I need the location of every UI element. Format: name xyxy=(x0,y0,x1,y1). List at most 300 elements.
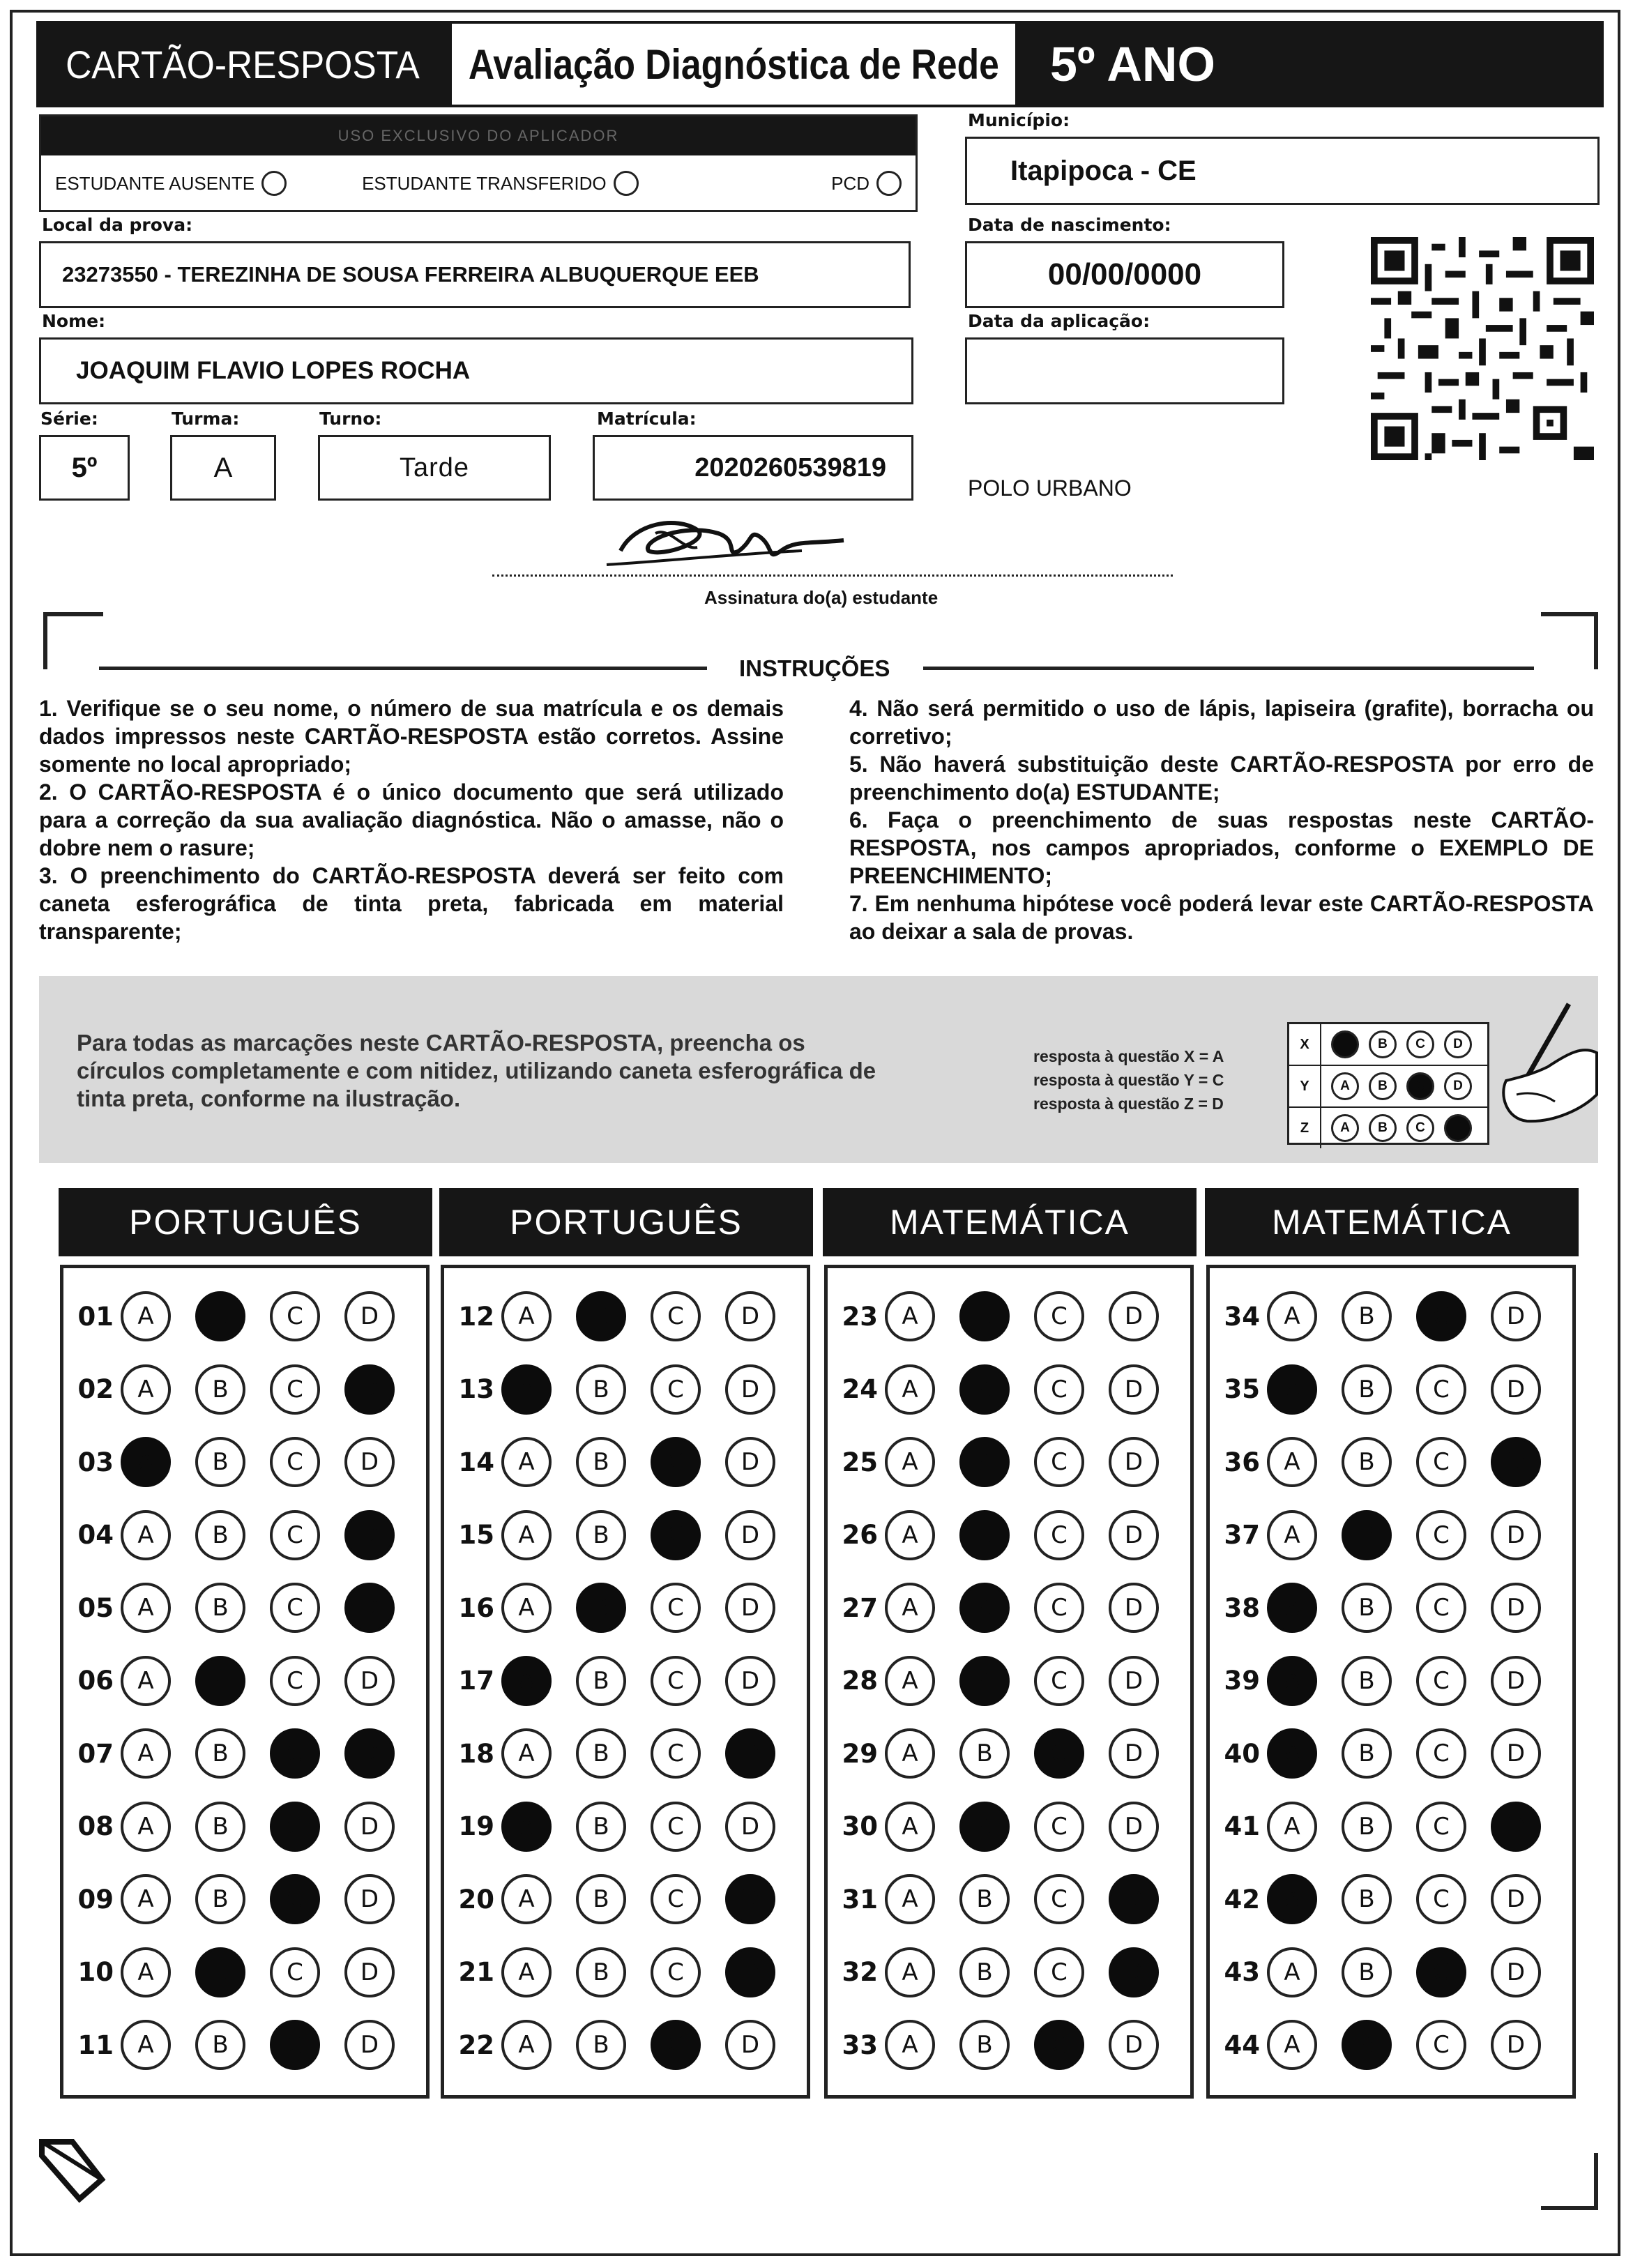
question-number: 04 xyxy=(77,1520,114,1550)
answer-bubble-a[interactable]: A xyxy=(1267,2020,1317,2070)
answer-bubble-b[interactable]: B xyxy=(195,1656,245,1706)
question-number: 13 xyxy=(458,1374,494,1404)
answer-bubble-c[interactable]: C xyxy=(1416,2020,1466,2070)
question-row xyxy=(451,1795,800,1858)
answer-bubble-d[interactable]: D xyxy=(725,1364,775,1415)
answer-bubble-c[interactable]: C xyxy=(1416,1437,1466,1487)
question-row xyxy=(1217,2014,1565,2076)
question-row xyxy=(451,1941,800,2004)
qr-code-icon xyxy=(1371,237,1594,460)
corner-top-right xyxy=(1541,612,1598,669)
answer-bubble-c[interactable]: C xyxy=(651,1874,701,1924)
matricula-field xyxy=(593,435,913,501)
hand-with-pen-icon xyxy=(1464,997,1604,1136)
answer-bubble-d[interactable]: D xyxy=(725,1583,775,1633)
answer-bubble-d[interactable]: D xyxy=(1109,1947,1159,1997)
answer-bubble-b[interactable]: B xyxy=(195,1802,245,1852)
transferred-circle[interactable] xyxy=(614,171,639,196)
question-row xyxy=(451,1576,800,1639)
answer-bubble-a[interactable]: A xyxy=(885,1802,935,1852)
answer-bubble-b[interactable]: B xyxy=(1342,1656,1392,1706)
answer-bubble-c[interactable]: C xyxy=(1416,1656,1466,1706)
answer-bubble-c[interactable]: C xyxy=(270,1510,320,1560)
instruction-7: 7. Em nenhuma hipótese você poderá levar este CARTÃO-RESPOSTA ao deixar a sala de provas. xyxy=(849,891,1594,944)
answer-bubble-d[interactable]: D xyxy=(725,1728,775,1779)
absent-label: ESTUDANTE AUSENTE xyxy=(55,172,255,194)
answer-bubble-c[interactable]: C xyxy=(651,1364,701,1415)
question-number: 25 xyxy=(842,1447,878,1477)
answer-bubble-b[interactable]: B xyxy=(195,1947,245,1997)
answer-bubble-b[interactable]: B xyxy=(576,1364,626,1415)
answer-bubble-a[interactable]: A xyxy=(501,1728,552,1779)
instruction-6: 6. Faça o preenchimento de suas respostas neste CARTÃO-RESPOSTA, nos campos apropriados, conforme o EXEMPLO DE PREENCHIMENTO; xyxy=(849,807,1594,888)
nascimento-field xyxy=(965,241,1284,308)
answer-bubble-a[interactable]: A xyxy=(121,2020,171,2070)
answer-bubble-a[interactable]: A xyxy=(1267,1291,1317,1341)
question-row xyxy=(70,1431,419,1493)
answer-bubble-a[interactable]: A xyxy=(121,1947,171,1997)
example-bubble: A xyxy=(1331,1072,1359,1100)
answer-bubble-d[interactable]: D xyxy=(344,1364,395,1415)
answer-bubble-d[interactable]: D xyxy=(1109,2020,1159,2070)
question-row xyxy=(835,1285,1183,1348)
question-number: 10 xyxy=(77,1957,114,1987)
corner-top-left xyxy=(43,612,103,669)
answer-bubble-d[interactable]: D xyxy=(1491,2020,1541,2070)
question-number: 29 xyxy=(842,1738,878,1769)
question-number: 06 xyxy=(77,1666,114,1696)
example-bubble: D xyxy=(1444,1072,1472,1100)
answer-bubble-c[interactable]: C xyxy=(1416,1802,1466,1852)
question-number: 14 xyxy=(458,1447,494,1477)
question-row xyxy=(1217,1722,1565,1785)
answer-bubble-d[interactable]: D xyxy=(344,1437,395,1487)
nome-field xyxy=(39,337,913,404)
question-number: 43 xyxy=(1224,1957,1260,1987)
turno-field xyxy=(318,435,551,501)
answer-bubble-b[interactable]: B xyxy=(195,2020,245,2070)
answer-bubble-a[interactable]: A xyxy=(885,1510,935,1560)
answer-bubble-b[interactable]: B xyxy=(1342,1728,1392,1779)
turma-field xyxy=(170,435,276,501)
legend-y: resposta à questão Y = C xyxy=(1033,1071,1224,1089)
answer-bubble-a[interactable]: A xyxy=(121,1802,171,1852)
answer-bubble-b[interactable]: B xyxy=(576,1291,626,1341)
turno-label: Turno: xyxy=(319,409,382,429)
answer-bubble-b[interactable]: B xyxy=(959,1437,1010,1487)
answer-bubble-d[interactable]: D xyxy=(1109,1291,1159,1341)
answer-bubble-a[interactable]: A xyxy=(121,1728,171,1779)
question-number: 42 xyxy=(1224,1884,1260,1915)
question-row xyxy=(1217,1504,1565,1567)
answer-bubble-b[interactable]: B xyxy=(576,1510,626,1560)
answer-bubble-b[interactable]: B xyxy=(959,1510,1010,1560)
answer-bubble-b[interactable]: B xyxy=(576,1656,626,1706)
municipio-label: Município: xyxy=(968,110,1070,130)
question-row xyxy=(451,1504,800,1567)
answer-bubble-d[interactable]: D xyxy=(1109,1583,1159,1633)
answer-bubble-b[interactable]: B xyxy=(576,1947,626,1997)
question-number: 03 xyxy=(77,1447,114,1477)
answer-bubble-b[interactable]: B xyxy=(959,1656,1010,1706)
answer-bubble-b[interactable]: B xyxy=(576,1802,626,1852)
answer-bubble-c[interactable]: C xyxy=(1416,1874,1466,1924)
answer-bubble-c[interactable]: C xyxy=(1416,1364,1466,1415)
answer-bubble-b[interactable]: B xyxy=(959,1802,1010,1852)
answer-bubble-b[interactable]: B xyxy=(576,1583,626,1633)
answer-bubble-d[interactable]: D xyxy=(344,1583,395,1633)
question-row xyxy=(1217,1358,1565,1421)
answer-bubble-d[interactable]: D xyxy=(725,1291,775,1341)
answer-bubble-d[interactable]: D xyxy=(725,1510,775,1560)
question-number: 41 xyxy=(1224,1811,1260,1841)
question-row xyxy=(70,1722,419,1785)
answer-bubble-d[interactable]: D xyxy=(1109,1437,1159,1487)
answer-bubble-a[interactable]: A xyxy=(1267,1656,1317,1706)
answer-bubble-c[interactable]: C xyxy=(1034,1437,1084,1487)
answer-bubble-d[interactable]: D xyxy=(1109,1802,1159,1852)
example-row-label: Y xyxy=(1289,1066,1321,1106)
example-bubble: A xyxy=(1331,1114,1359,1142)
nascimento-value: 00/00/0000 xyxy=(1047,257,1202,291)
answer-bubble-a[interactable]: A xyxy=(121,1437,171,1487)
answer-bubble-c[interactable]: C xyxy=(270,1947,320,1997)
answer-bubble-c[interactable]: C xyxy=(270,1728,320,1779)
answer-bubble-d[interactable]: D xyxy=(725,1656,775,1706)
answer-bubble-d[interactable]: D xyxy=(344,1656,395,1706)
answer-bubble-b[interactable]: B xyxy=(959,1291,1010,1341)
answer-bubble-c[interactable]: C xyxy=(1034,1291,1084,1341)
answer-bubble-c[interactable]: C xyxy=(270,1437,320,1487)
absent-circle[interactable] xyxy=(261,171,287,196)
answer-bubble-a[interactable]: A xyxy=(885,1583,935,1633)
answer-bubble-c[interactable]: C xyxy=(1034,1656,1084,1706)
answer-bubble-c[interactable]: C xyxy=(1416,1583,1466,1633)
question-row xyxy=(835,1941,1183,2004)
answer-bubble-b[interactable]: B xyxy=(1342,1364,1392,1415)
answer-bubble-d[interactable]: D xyxy=(344,1728,395,1779)
answer-bubble-b[interactable]: B xyxy=(959,2020,1010,2070)
question-row xyxy=(70,2014,419,2076)
answer-bubble-c[interactable]: C xyxy=(651,1291,701,1341)
answer-bubble-d[interactable]: D xyxy=(1109,1656,1159,1706)
answer-bubble-c[interactable]: C xyxy=(651,1437,701,1487)
question-row xyxy=(835,1358,1183,1421)
answer-bubble-a[interactable]: A xyxy=(885,2020,935,2070)
answer-bubble-a[interactable]: A xyxy=(501,1947,552,1997)
answer-bubble-d[interactable]: D xyxy=(1109,1510,1159,1560)
answer-bubble-a[interactable]: A xyxy=(1267,1583,1317,1633)
answer-bubble-c[interactable]: C xyxy=(1416,1728,1466,1779)
instructions-title: INSTRUÇÕES xyxy=(739,655,890,681)
answer-bubble-c[interactable]: C xyxy=(270,1874,320,1924)
answer-bubble-b[interactable]: B xyxy=(195,1291,245,1341)
instruction-1: 1. Verifique se o seu nome, o número de sua matrícula e os demais dados impressos neste CARTÃO-RESPOSTA estão corretos. Assine somente no local apropriado; xyxy=(39,696,784,777)
answer-bubble-c[interactable]: C xyxy=(1034,1802,1084,1852)
answer-bubble-c[interactable]: C xyxy=(1034,1583,1084,1633)
answer-bubble-a[interactable]: A xyxy=(121,1510,171,1560)
answer-bubble-b[interactable]: B xyxy=(195,1510,245,1560)
instruction-2: 2. O CARTÃO-RESPOSTA é o único documento que será utilizado para a correção da sua avaliação diagnóstica. Não o amasse, não o dobre nem o rasure; xyxy=(39,779,784,860)
question-row xyxy=(451,1650,800,1712)
question-number: 20 xyxy=(458,1884,494,1915)
answer-bubble-b[interactable]: B xyxy=(1342,1802,1392,1852)
question-number: 17 xyxy=(458,1666,494,1696)
answer-bubble-b[interactable]: B xyxy=(195,1728,245,1779)
answer-bubble-a[interactable]: A xyxy=(1267,1364,1317,1415)
question-number: 16 xyxy=(458,1592,494,1623)
example-row xyxy=(1289,1024,1487,1066)
answer-bubble-d[interactable]: D xyxy=(725,2020,775,2070)
answer-bubble-a[interactable]: A xyxy=(885,1947,935,1997)
question-row xyxy=(70,1795,419,1858)
question-number: 18 xyxy=(458,1738,494,1769)
answer-bubble-b[interactable]: B xyxy=(576,2020,626,2070)
answer-bubble-b[interactable]: B xyxy=(576,1728,626,1779)
example-bubble: B xyxy=(1369,1114,1397,1142)
nome-value: JOAQUIM FLAVIO LOPES ROCHA xyxy=(76,357,471,384)
answer-bubble-d[interactable]: D xyxy=(1109,1728,1159,1779)
answer-bubble-d[interactable]: D xyxy=(1491,1583,1541,1633)
answer-bubble-d[interactable]: D xyxy=(1491,1728,1541,1779)
answer-bubble-b[interactable]: B xyxy=(959,1364,1010,1415)
answer-bubble-b[interactable]: B xyxy=(1342,1291,1392,1341)
answer-bubble-c[interactable]: C xyxy=(1034,1728,1084,1779)
answer-bubble-d[interactable]: D xyxy=(344,1874,395,1924)
question-number: 07 xyxy=(77,1738,114,1769)
answer-bubble-c[interactable]: C xyxy=(651,1802,701,1852)
applicator-box xyxy=(39,114,918,212)
answer-bubble-d[interactable]: D xyxy=(725,1947,775,1997)
answer-bubble-c[interactable]: C xyxy=(1034,1364,1084,1415)
answer-bubble-c[interactable]: C xyxy=(270,2020,320,2070)
answer-bubble-d[interactable]: D xyxy=(725,1874,775,1924)
question-row xyxy=(835,1650,1183,1712)
answer-bubble-d[interactable]: D xyxy=(344,1510,395,1560)
answer-bubble-a[interactable]: A xyxy=(121,1656,171,1706)
answer-bubble-b[interactable]: B xyxy=(195,1364,245,1415)
question-row xyxy=(835,1795,1183,1858)
answer-bubble-b[interactable]: B xyxy=(1342,1947,1392,1997)
answer-bubble-a[interactable]: A xyxy=(885,1291,935,1341)
question-number: 19 xyxy=(458,1811,494,1841)
question-row xyxy=(835,1504,1183,1567)
answer-bubble-a[interactable]: A xyxy=(885,1437,935,1487)
answer-bubble-b[interactable]: B xyxy=(195,1437,245,1487)
answer-bubble-d[interactable]: D xyxy=(344,1947,395,1997)
answer-bubble-d[interactable]: D xyxy=(1491,1291,1541,1341)
answer-bubble-c[interactable]: C xyxy=(270,1364,320,1415)
question-number: 34 xyxy=(1224,1301,1260,1332)
answer-bubble-c[interactable]: C xyxy=(1416,1947,1466,1997)
answer-bubble-c[interactable]: C xyxy=(1034,1510,1084,1560)
answer-bubble-b[interactable]: B xyxy=(195,1583,245,1633)
answer-bubble-d[interactable]: D xyxy=(1491,1510,1541,1560)
signature-line xyxy=(492,574,1173,577)
answer-bubble-a[interactable]: A xyxy=(1267,1947,1317,1997)
question-number: 02 xyxy=(77,1374,114,1404)
instructions-rule-left xyxy=(99,667,707,670)
answer-bubble-a[interactable]: A xyxy=(501,1583,552,1633)
answer-bubble-d[interactable]: D xyxy=(344,1802,395,1852)
question-row xyxy=(70,1358,419,1421)
example-bubble: B xyxy=(1369,1072,1397,1100)
answer-bubble-a[interactable]: A xyxy=(121,1364,171,1415)
answer-bubble-a[interactable]: A xyxy=(1267,1510,1317,1560)
answer-bubble-c[interactable]: C xyxy=(270,1802,320,1852)
answer-bubble-a[interactable]: A xyxy=(121,1583,171,1633)
answer-bubble-a[interactable]: A xyxy=(501,1291,552,1341)
question-row xyxy=(1217,1650,1565,1712)
question-row xyxy=(70,1868,419,1931)
answer-bubble-d[interactable]: D xyxy=(725,1802,775,1852)
answer-bubble-c[interactable]: C xyxy=(270,1291,320,1341)
answer-bubble-c[interactable]: C xyxy=(1416,1291,1466,1341)
question-number: 26 xyxy=(842,1520,878,1550)
answer-bubble-c[interactable]: C xyxy=(270,1656,320,1706)
answer-bubble-a[interactable]: A xyxy=(501,1802,552,1852)
instructions-left xyxy=(39,694,784,945)
nome-label: Nome: xyxy=(42,311,106,331)
question-number: 38 xyxy=(1224,1592,1260,1623)
question-row xyxy=(835,1722,1183,1785)
answer-bubble-c[interactable]: C xyxy=(270,1583,320,1633)
local-field xyxy=(39,241,911,308)
answer-bubble-a[interactable]: A xyxy=(501,1510,552,1560)
answer-bubble-c[interactable]: C xyxy=(1034,1947,1084,1997)
answer-bubble-c[interactable]: C xyxy=(651,1583,701,1633)
question-number: 12 xyxy=(458,1301,494,1332)
answer-bubble-d[interactable]: D xyxy=(344,1291,395,1341)
answer-bubble-d[interactable]: D xyxy=(1491,1874,1541,1924)
local-label: Local da prova: xyxy=(42,215,193,235)
eval-title: Avaliação Diagnóstica de Rede xyxy=(468,40,999,88)
answer-bubble-a[interactable]: A xyxy=(885,1728,935,1779)
answer-bubble-a[interactable]: A xyxy=(121,1874,171,1924)
question-number: 23 xyxy=(842,1301,878,1332)
answer-bubble-d[interactable]: D xyxy=(1491,1802,1541,1852)
answer-bubble-c[interactable]: C xyxy=(651,1947,701,1997)
answer-bubble-d[interactable]: D xyxy=(1491,1947,1541,1997)
question-row xyxy=(451,1722,800,1785)
example-bubble: C xyxy=(1406,1030,1434,1058)
answer-bubble-d[interactable]: D xyxy=(1109,1874,1159,1924)
answer-bubble-b[interactable]: B xyxy=(1342,1874,1392,1924)
answer-bubble-c[interactable]: C xyxy=(651,1510,701,1560)
question-number: 08 xyxy=(77,1811,114,1841)
question-number: 40 xyxy=(1224,1738,1260,1769)
municipio-value: Itapipoca - CE xyxy=(1010,155,1197,186)
answer-bubble-d[interactable]: D xyxy=(344,2020,395,2070)
answer-bubble-b[interactable]: B xyxy=(1342,1583,1392,1633)
answer-bubble-c[interactable]: C xyxy=(651,1656,701,1706)
question-number: 44 xyxy=(1224,2030,1260,2060)
answer-bubble-c[interactable]: C xyxy=(1034,1874,1084,1924)
question-row xyxy=(835,2014,1183,2076)
serie-label: Série: xyxy=(40,409,98,429)
applicator-header xyxy=(41,116,916,155)
answer-bubble-a[interactable]: A xyxy=(1267,1802,1317,1852)
question-number: 36 xyxy=(1224,1447,1260,1477)
answer-bubble-a[interactable]: A xyxy=(501,1364,552,1415)
question-number: 01 xyxy=(77,1301,114,1332)
pcd-circle[interactable] xyxy=(876,171,902,196)
question-row xyxy=(70,1504,419,1567)
applicator-title: USO EXCLUSIVO DO APLICADOR xyxy=(337,127,619,144)
answer-bubble-b[interactable]: B xyxy=(959,1947,1010,1997)
answer-bubble-b[interactable]: B xyxy=(195,1874,245,1924)
example-bubble: D xyxy=(1444,1114,1472,1142)
answer-bubble-a[interactable]: A xyxy=(501,1656,552,1706)
answer-bubble-a[interactable]: A xyxy=(885,1656,935,1706)
orientation-mark-icon xyxy=(38,2135,107,2205)
answer-bubble-c[interactable]: C xyxy=(651,1728,701,1779)
answer-bubble-b[interactable]: B xyxy=(1342,1510,1392,1560)
answer-bubble-b[interactable]: B xyxy=(959,1728,1010,1779)
question-row xyxy=(1217,1868,1565,1931)
question-row xyxy=(70,1285,419,1348)
question-row xyxy=(451,1285,800,1348)
answer-bubble-d[interactable]: D xyxy=(1491,1656,1541,1706)
aplicacao-field[interactable] xyxy=(965,337,1284,404)
example-text: Para todas as marcações neste CARTÃO-RESPOSTA, preencha os círculos completamente e com nitidez, utilizando caneta esferográfica de tinta preta, conforme na ilustração. xyxy=(77,1030,876,1111)
answer-bubble-c[interactable]: C xyxy=(1416,1510,1466,1560)
section-title: MATEMÁTICA xyxy=(823,1188,1197,1256)
instruction-4: 4. Não será permitido o uso de lápis, lapiseira (grafite), borracha ou corretivo; xyxy=(849,696,1594,749)
example-row xyxy=(1289,1108,1487,1148)
answer-bubble-a[interactable]: A xyxy=(885,1874,935,1924)
question-number: 35 xyxy=(1224,1374,1260,1404)
answer-bubble-b[interactable]: B xyxy=(959,1583,1010,1633)
question-number: 30 xyxy=(842,1811,878,1841)
turno-value: Tarde xyxy=(399,452,470,482)
example-row-label: Z xyxy=(1289,1108,1321,1148)
transferred-label: ESTUDANTE TRANSFERIDO xyxy=(362,172,607,194)
answer-bubble-a[interactable]: A xyxy=(1267,1728,1317,1779)
answer-bubble-b[interactable]: B xyxy=(576,1874,626,1924)
answer-bubble-a[interactable]: A xyxy=(1267,1437,1317,1487)
turma-value: A xyxy=(213,452,233,483)
answer-bubble-d[interactable]: D xyxy=(1491,1437,1541,1487)
example-grid xyxy=(1287,1022,1489,1145)
answer-bubble-a[interactable]: A xyxy=(501,1437,552,1487)
question-row xyxy=(70,1941,419,2004)
answer-bubble-b[interactable]: B xyxy=(1342,1437,1392,1487)
answer-bubble-b[interactable]: B xyxy=(576,1437,626,1487)
answer-bubble-a[interactable]: A xyxy=(1267,1874,1317,1924)
instructions-rule-right xyxy=(923,667,1534,670)
answer-bubble-d[interactable]: D xyxy=(1109,1364,1159,1415)
nascimento-label: Data de nascimento: xyxy=(968,215,1171,235)
example-legend xyxy=(1033,1044,1224,1116)
answer-bubble-d[interactable]: D xyxy=(725,1437,775,1487)
answer-bubble-c[interactable]: C xyxy=(651,2020,701,2070)
answer-bubble-a[interactable]: A xyxy=(501,2020,552,2070)
answer-bubble-a[interactable]: A xyxy=(121,1291,171,1341)
example-bubble: D xyxy=(1444,1030,1472,1058)
question-number: 21 xyxy=(458,1957,494,1987)
answer-bubble-c[interactable]: C xyxy=(1034,2020,1084,2070)
card-title-bar xyxy=(36,21,449,107)
question-row xyxy=(70,1576,419,1639)
question-number: 32 xyxy=(842,1957,878,1987)
answer-bubble-b[interactable]: B xyxy=(1342,2020,1392,2070)
answer-bubble-a[interactable]: A xyxy=(885,1364,935,1415)
answer-bubble-d[interactable]: D xyxy=(1491,1364,1541,1415)
answer-bubble-a[interactable]: A xyxy=(501,1874,552,1924)
answer-bubble-b[interactable]: B xyxy=(959,1874,1010,1924)
question-number: 11 xyxy=(77,2030,114,2060)
